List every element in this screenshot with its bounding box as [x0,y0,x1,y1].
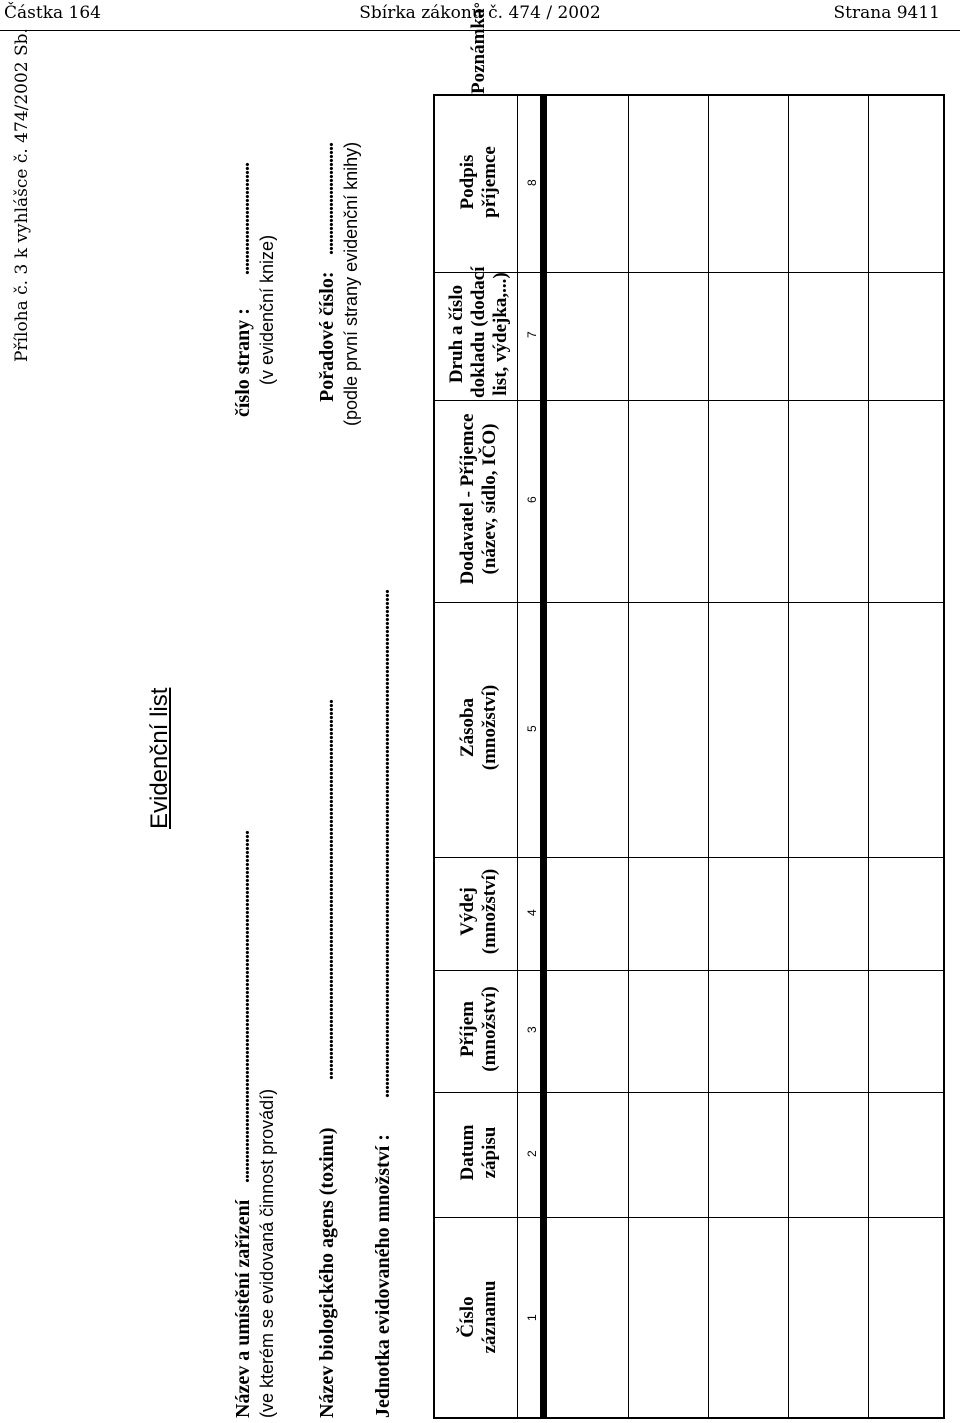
column-header-line: příjemce [479,146,500,218]
column-header [445,968,513,1090]
facility-note: (ve kterém se evidovaná činnost provádí) [257,1088,277,1418]
column-header-line: Dodavatel - Příjemce [457,413,478,585]
column-header-line: (množství) [479,868,500,955]
column-header [445,94,513,270]
column-header-line: Zásoba [457,697,478,758]
column-header-line: Číslo [457,1296,478,1338]
column-number: 8 [525,179,539,186]
page-header-left: Částka 164 [4,3,101,23]
column-header-line: list, výdejka,...) [490,272,511,396]
page-number-label: číslo strany : [232,308,254,417]
column-number: 3 [525,1026,539,1033]
table-row-line [628,96,629,1417]
column-header-line: Poznámka [468,8,489,94]
facility-fill-line: ........................................................................................ [232,831,254,1183]
column-header [445,1090,513,1215]
column-number: 6 [525,496,539,503]
column-header-line: (množství) [479,986,500,1072]
column-header-line: Druh a číslo [446,284,467,384]
agent-label: Název biologického agens (toxinu) [316,1127,338,1418]
column-number: 1 [525,1314,539,1321]
column-header [445,398,513,600]
serial-number-label: Pořadové číslo: [316,271,338,402]
column-header-line: Příjem [457,1001,478,1057]
column-number: 5 [525,724,539,732]
column-header-line: zápisu [479,1126,500,1179]
annex-label: Příloha č. 3 k vyhlášce č. 474/2002 Sb. [12,28,32,362]
column-header-line: (název, sídlo, IČO) [479,423,500,575]
table-row-line [517,96,518,1417]
column-header-line: Výdej [457,887,478,936]
document-title: Evidenční list [146,687,173,829]
column-header-line: Podpis [457,154,478,210]
table-row-line [708,96,709,1417]
page-number-fill-line: ............................ [232,163,254,275]
serial-number-fill-line: ............................ [316,143,338,255]
column-header-line: záznamu [479,1280,500,1354]
unit-label: Jednotka evidovaného množství : [372,1134,394,1418]
column-header-line: Datum [457,1124,478,1181]
page-header-center: Sbírka zákonů č. 474 / 2002 [359,3,601,23]
column-header-line: (množství) [479,684,500,771]
serial-number-note: (podle první strany evidenční knihy) [341,141,361,426]
page-header-right: Strana 9411 [833,3,940,23]
column-number: 2 [525,1149,539,1157]
table-row-line [868,96,869,1417]
column-header [445,1215,513,1419]
column-header-line: dokladu (dodací [468,266,489,398]
table-row-line [788,96,789,1417]
agent-fill-line: ............................................................................................... [316,700,338,1080]
column-header [445,266,513,398]
unit-fill-line: ............................................................................................................................... [372,590,394,1098]
column-header [445,855,513,968]
column-number: 7 [525,331,539,338]
column-header [445,600,513,855]
column-header [445,9,513,95]
page-number-note: (v evidenční knize) [257,234,277,385]
table-header-divider [540,94,547,1419]
facility-label: Název a umístění zařízení [232,1199,254,1418]
column-number: 4 [525,908,539,916]
